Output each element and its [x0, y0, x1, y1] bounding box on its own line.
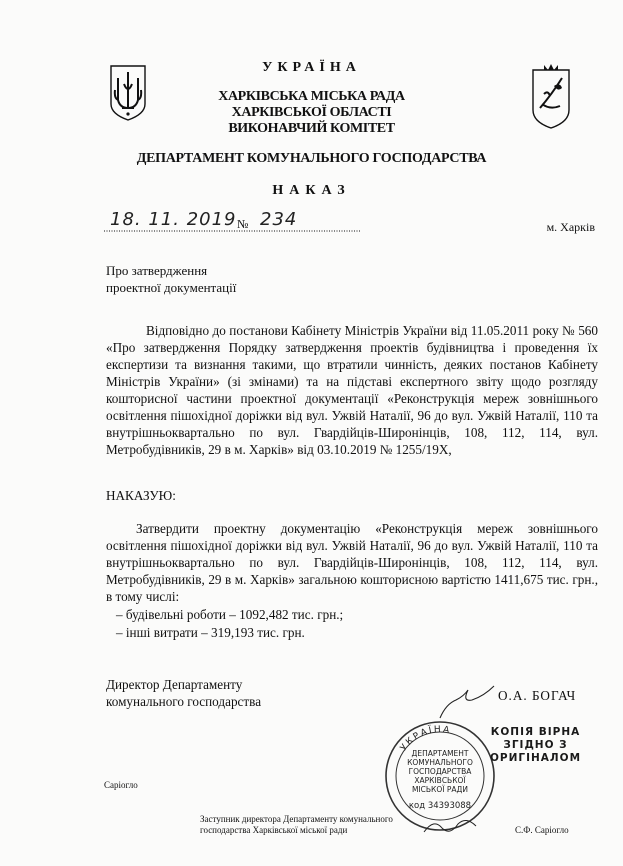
order-heading: НАКАЗУЮ: [106, 488, 176, 503]
preamble-paragraph [106, 322, 598, 458]
seal-line: ГОСПОДАРСТВА [408, 767, 472, 776]
subject-line: проектної документації [106, 280, 237, 295]
copy-stamp-line: КОПІЯ ВІРНА [490, 726, 581, 738]
seal-code: код 34393088 [408, 801, 472, 811]
signatory-title-line: комунального господарства [106, 694, 262, 709]
country-name: УКРАЇНА [262, 60, 361, 75]
subject-line: Про затвердження [106, 263, 208, 278]
seal-line: ДЕПАРТАМЕНТ [411, 749, 469, 758]
decree-text: Затвердити проектну документацію «Реконструкція мереж зовнішнього освітлення пішохідної доріжки від вул. Ужвій Наталії, 96 до вул. Ужвій Наталії, 110 та внутрішньоквартально по вул. Гвардійців-Широнінців, 108, 112, 114, вул. Метробудівників, 29 в м. Харків» загальною кошторисною вартістю 1411,675 тис. грн., в тому числі: [106, 521, 598, 604]
order-date: 18. 11. 2019 [110, 209, 237, 230]
copy-stamp-line: ОРИГІНАЛОМ [490, 752, 582, 764]
certified-copy-stamp [490, 726, 581, 765]
document-type: НАКАЗ [272, 183, 351, 198]
council-line: ХАРКІВСЬКОЇ ОБЛАСТІ [231, 105, 392, 120]
signatory-title-line: Директор Департаменту [106, 677, 243, 692]
decree-paragraph [106, 520, 598, 605]
signatory-name: О.А. БОГАЧ [498, 688, 577, 703]
list-item: – будівельні роботи – 1092,482 тис. грн.; [116, 607, 344, 622]
preamble-text: Відповідно до постанови Кабінету Міністрів України від 11.05.2011 року № 560 «Про затвердження Порядку затвердження проектів будівництва і проведення їх експертизи та визнання такими, що втратили чинність, деяких постанов Кабінету Міністрів України» (зі змінами) та на підставі експертного звіту щодо розгляду кошторисної частини проектної документації «Реконструкція мереж зовнішнього освітлення пішохідної доріжки від вул. Ужвій Наталії, 96 до вул. Ужвій Наталії, 110 та внутрішньоквартально по вул. Гвардійців-Широнінців, 108, 112, 114, вул. Метробудівників, 29 в м. Харків» від 03.10.2019 № 1255/19Х, [106, 323, 598, 457]
executor-name: Саріогло [104, 780, 138, 790]
seal-line: КОМУНАЛЬНОГО [407, 758, 473, 767]
department-name: ДЕПАРТАМЕНТ КОМУНАЛЬНОГО ГОСПОДАРСТВА [136, 151, 487, 166]
council-line: ХАРКІВСЬКА МІСЬКА РАДА [218, 89, 405, 104]
subject [106, 262, 236, 296]
seal-line: МІСЬКОЇ РАДИ [411, 785, 469, 794]
cost-list [116, 606, 343, 642]
list-item-text: інші витрати – 319,193 тис. грн. [125, 625, 305, 640]
deputy-name: С.Ф. Саріогло [515, 825, 569, 835]
deputy-signature [420, 814, 480, 838]
deputy-title-line: Заступник директора Департаменту комунального [200, 814, 393, 824]
order-number: 234 [260, 209, 298, 230]
list-item-text: будівельні роботи – 1092,482 тис. грн.; [125, 607, 344, 622]
number-sign: № [237, 217, 249, 231]
city: м. Харків [546, 220, 595, 234]
seal-ring-text: УКРАЇНА [398, 724, 452, 754]
signatory-title [106, 676, 261, 710]
deputy-title-line: господарства Харківської міської ради [200, 825, 348, 835]
council-line: ВИКОНАВЧИЙ КОМІТЕТ [228, 121, 395, 136]
date-number-underline [104, 230, 360, 234]
seal-line: ХАРКІВСЬКОЇ [414, 776, 466, 785]
list-item: – інші витрати – 319,193 тис. грн. [116, 625, 305, 640]
council-name [0, 89, 623, 137]
copy-stamp-line: ЗГІДНО З [503, 739, 568, 751]
deputy-title [200, 814, 393, 836]
